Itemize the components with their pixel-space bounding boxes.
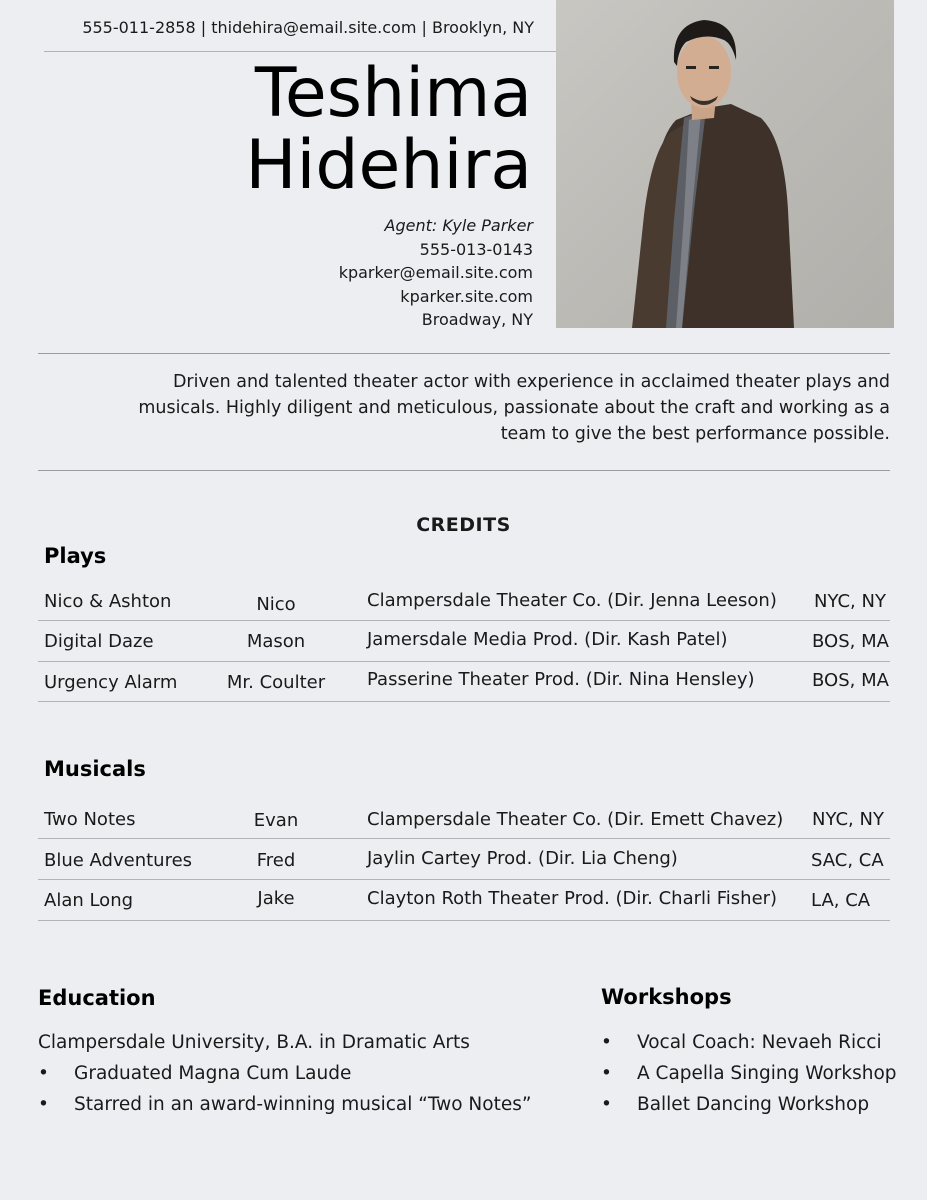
education-heading: Education bbox=[38, 986, 156, 1010]
credit-role: Jake bbox=[257, 888, 295, 909]
education-degree: Clampersdale University, B.A. in Dramatic Arts bbox=[38, 1032, 470, 1053]
credit-role: Nico bbox=[256, 594, 296, 615]
credit-role: Evan bbox=[253, 810, 299, 831]
table-row bbox=[38, 581, 890, 621]
musicals-table bbox=[38, 799, 890, 921]
headshot-photo bbox=[556, 0, 894, 328]
contact-line: 555-011-2858 | thidehira@email.site.com | Brooklyn, NY bbox=[82, 18, 534, 37]
agent-location: Broadway, NY bbox=[421, 310, 533, 329]
header-divider bbox=[44, 51, 556, 52]
credit-title: Alan Long bbox=[44, 890, 134, 911]
agent-website: kparker.site.com bbox=[400, 286, 533, 306]
list-item: • Graduated Magna Cum Laude bbox=[38, 1058, 578, 1089]
first-name: Teshima bbox=[254, 54, 532, 133]
credit-location: BOS, MA bbox=[812, 631, 889, 652]
credit-company: Clampersdale Theater Co. (Dir. Emett Chavez) bbox=[367, 809, 784, 830]
credit-title: Urgency Alarm bbox=[44, 672, 178, 693]
credit-location: BOS, MA bbox=[812, 670, 889, 691]
credit-role: Fred bbox=[256, 850, 296, 871]
list-item: • Starred in an award-winning musical “Two Notes” bbox=[38, 1089, 578, 1120]
plays-table bbox=[38, 581, 890, 702]
summary-top-divider bbox=[38, 353, 890, 354]
list-item: • Vocal Coach: Nevaeh Ricci bbox=[601, 1027, 911, 1058]
actor-name bbox=[44, 54, 532, 205]
agent-email: kparker@email.site.com bbox=[338, 263, 533, 282]
agent-phone: 555-013-0143 bbox=[419, 239, 533, 259]
plays-heading: Plays bbox=[44, 544, 107, 568]
credit-role: Mason bbox=[246, 631, 306, 652]
headshot-illustration bbox=[556, 0, 894, 328]
list-item: • A Capella Singing Workshop bbox=[601, 1058, 911, 1089]
credit-location: NYC, NY bbox=[812, 809, 884, 830]
credit-location: LA, CA bbox=[811, 890, 871, 911]
table-row bbox=[38, 880, 890, 921]
credit-title: Blue Adventures bbox=[44, 850, 193, 871]
agent-info bbox=[280, 214, 533, 332]
table-row bbox=[38, 839, 890, 880]
credits-title: CREDITS bbox=[416, 514, 511, 536]
table-row bbox=[38, 799, 890, 839]
credit-company: Clampersdale Theater Co. (Dir. Jenna Leeson) bbox=[367, 590, 777, 611]
agent-name: Agent: Kyle Parker bbox=[384, 216, 533, 235]
list-item: • Ballet Dancing Workshop bbox=[601, 1089, 911, 1120]
table-row bbox=[38, 662, 890, 702]
musicals-heading: Musicals bbox=[44, 757, 146, 781]
credit-location: NYC, NY bbox=[814, 591, 886, 612]
summary-text: Driven and talented theater actor with experience in acclaimed theater plays and musicals. Highly diligent and meticulous, passionate about the craft and working as a team to give the best performance possible. bbox=[138, 372, 890, 444]
credit-company: Jamersdale Media Prod. (Dir. Kash Patel) bbox=[367, 629, 728, 650]
table-row bbox=[38, 621, 890, 662]
credit-title: Two Notes bbox=[44, 809, 136, 830]
credit-title: Nico & Ashton bbox=[44, 591, 172, 612]
workshops-heading: Workshops bbox=[601, 985, 732, 1009]
summary-bottom-divider bbox=[38, 470, 890, 471]
last-name: Hidehira bbox=[245, 126, 532, 205]
credit-company: Jaylin Cartey Prod. (Dir. Lia Cheng) bbox=[367, 848, 678, 869]
credit-company: Passerine Theater Prod. (Dir. Nina Hensley) bbox=[367, 669, 755, 690]
education-list bbox=[38, 1027, 578, 1120]
credit-role: Mr. Coulter bbox=[226, 672, 326, 693]
workshops-list bbox=[601, 1027, 911, 1120]
credit-title: Digital Daze bbox=[44, 631, 154, 652]
credit-location: SAC, CA bbox=[811, 850, 884, 871]
credit-company: Clayton Roth Theater Prod. (Dir. Charli Fisher) bbox=[367, 888, 778, 909]
